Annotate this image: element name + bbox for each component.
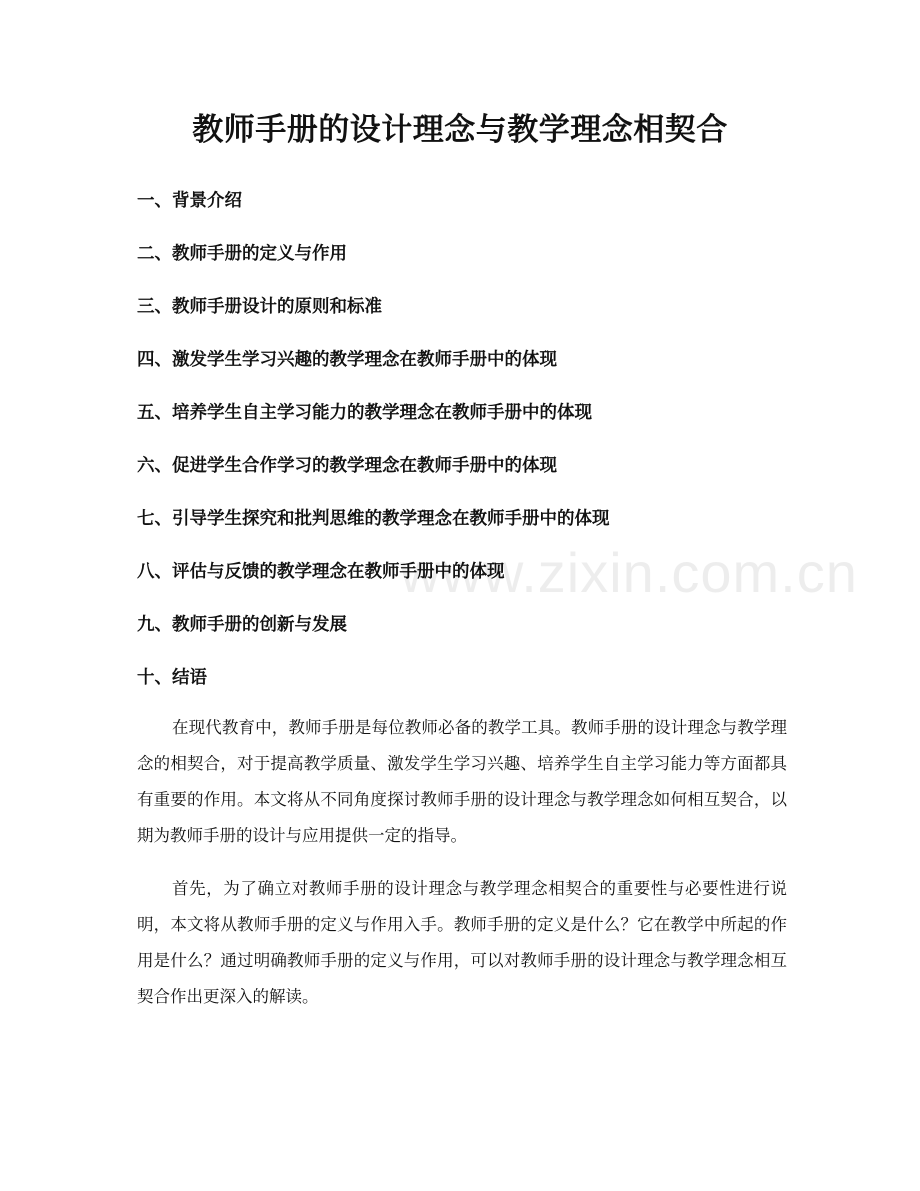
toc-item-3: 三、教师手册设计的原则和标准: [137, 297, 382, 317]
toc-item-5: 五、培养学生自主学习能力的教学理念在教师手册中的体现: [137, 403, 592, 423]
body-paragraph-first: 首先，为了确立对教师手册的设计理念与教学理念相契合的重要性与必要性进行说明，本文将从教师手册的定义与作用入手。教师手册的定义是什么？它在教学中所起的作用是什么？通过明确教师手册的定义与作用，可以对教师手册的设计理念与教学理念相互契合作出更深入的解读。: [137, 879, 787, 1006]
toc-item-6: 六、促进学生合作学习的教学理念在教师手册中的体现: [137, 456, 557, 476]
table-of-contents: [137, 186, 797, 716]
watermark: www.zixin.com.cn: [400, 541, 858, 604]
toc-item-8: 八、评估与反馈的教学理念在教师手册中的体现: [137, 562, 505, 582]
toc-item-10: 十、结语: [137, 668, 207, 688]
toc-item-4: 四、激发学生学习兴趣的教学理念在教师手册中的体现: [137, 350, 557, 370]
toc-item-1: 一、背景介绍: [137, 191, 242, 211]
toc-item-2: 二、教师手册的定义与作用: [137, 244, 347, 264]
toc-item-9: 九、教师手册的创新与发展: [137, 615, 347, 635]
toc-item-7: 七、引导学生探究和批判思维的教学理念在教师手册中的体现: [137, 509, 610, 529]
page-title: 教师手册的设计理念与教学理念相契合: [192, 112, 728, 148]
body-paragraph-intro: 在现代教育中，教师手册是每位教师必备的教学工具。教师手册的设计理念与教学理念的相契合，对于提高教学质量、激发学生学习兴趣、培养学生自主学习能力等方面都具有重要的作用。本文将从不同角度探讨教师手册的设计理念与教学理念如何相互契合，以期为教师手册的设计与应用提供一定的指导。: [137, 718, 787, 845]
